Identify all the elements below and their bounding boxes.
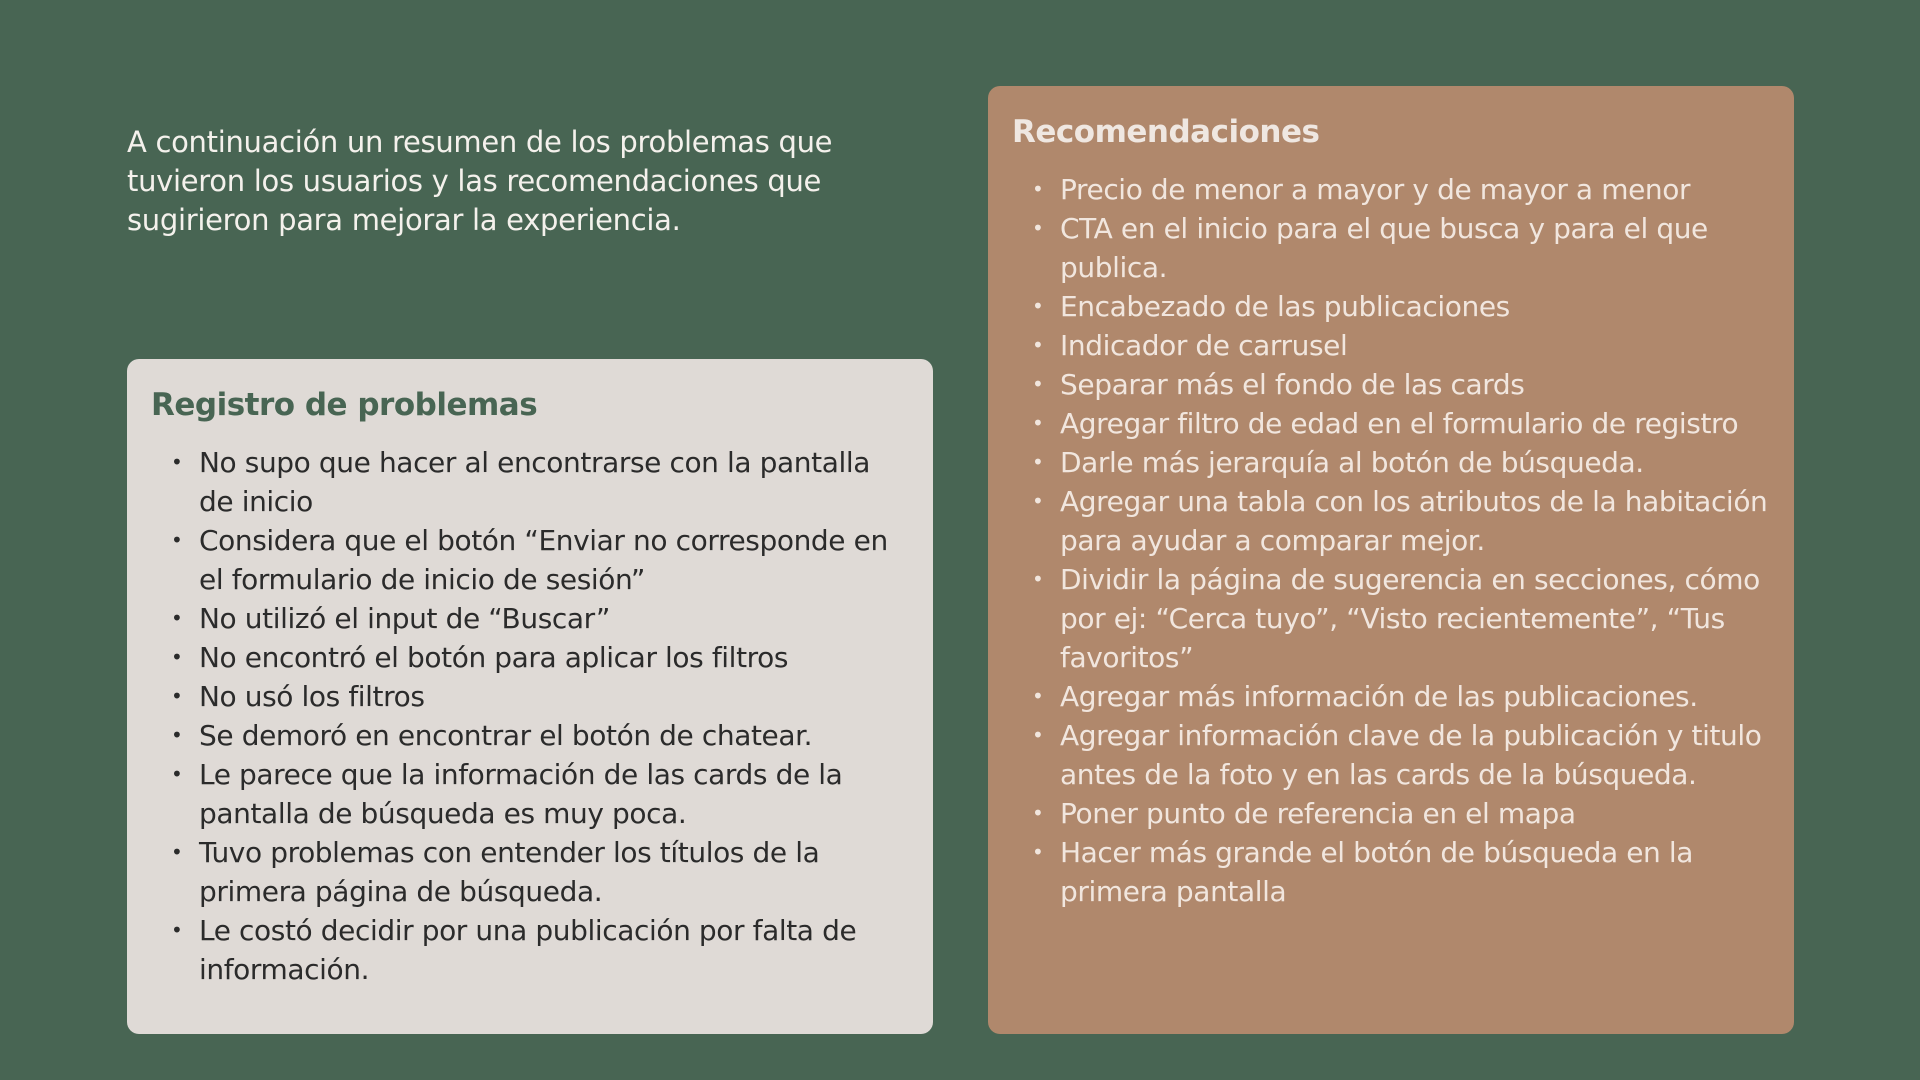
- recommendations-list: [1012, 170, 1770, 911]
- list-item: • Agregar información clave de la publicación y titulo antes de la foto y en las cards de la búsqueda.: [1060, 716, 1770, 794]
- list-item: • Poner punto de referencia en el mapa: [1060, 794, 1770, 833]
- list-item: • No utilizó el input de “Buscar”: [199, 599, 909, 638]
- list-item: • No usó los filtros: [199, 677, 909, 716]
- list-item: • Precio de menor a mayor y de mayor a menor: [1060, 170, 1770, 209]
- intro-text: A continuación un resumen de los problemas que tuvieron los usuarios y las recomendaciones que sugirieron para mejorar la experiencia.: [127, 125, 833, 237]
- list-item: • Le parece que la información de las cards de la pantalla de búsqueda es muy poca.: [199, 755, 909, 833]
- recommendations-title: Recomendaciones: [1012, 114, 1320, 150]
- list-item: • Le costó decidir por una publicación por falta de información.: [199, 911, 909, 989]
- list-item: • Hacer más grande el botón de búsqueda en la primera pantalla: [1060, 833, 1770, 911]
- problems-list: [151, 443, 909, 989]
- list-item: • Agregar una tabla con los atributos de la habitación para ayudar a comparar mejor.: [1060, 482, 1770, 560]
- list-item: • Agregar filtro de edad en el formulario de registro: [1060, 404, 1770, 443]
- list-item: • No supo que hacer al encontrarse con la pantalla de inicio: [199, 443, 909, 521]
- list-item: • Darle más jerarquía al botón de búsqueda.: [1060, 443, 1770, 482]
- problems-card: [127, 359, 933, 1034]
- recommendations-card: [988, 86, 1794, 1034]
- list-item: • CTA en el inicio para el que busca y para el que publica.: [1060, 209, 1770, 287]
- list-item: • Dividir la página de sugerencia en secciones, cómo por ej: “Cerca tuyo”, “Visto recientemente”, “Tus favoritos”: [1060, 560, 1770, 677]
- list-item: • Indicador de carrusel: [1060, 326, 1770, 365]
- list-item: • Encabezado de las publicaciones: [1060, 287, 1770, 326]
- list-item: • Se demoró en encontrar el botón de chatear.: [199, 716, 909, 755]
- list-item: • Tuvo problemas con entender los títulos de la primera página de búsqueda.: [199, 833, 909, 911]
- list-item: • Separar más el fondo de las cards: [1060, 365, 1770, 404]
- problems-title: Registro de problemas: [151, 387, 538, 423]
- list-item: • Agregar más información de las publicaciones.: [1060, 677, 1770, 716]
- list-item: • Considera que el botón “Enviar no corresponde en el formulario de inicio de sesión”: [199, 521, 909, 599]
- list-item: • No encontró el botón para aplicar los filtros: [199, 638, 909, 677]
